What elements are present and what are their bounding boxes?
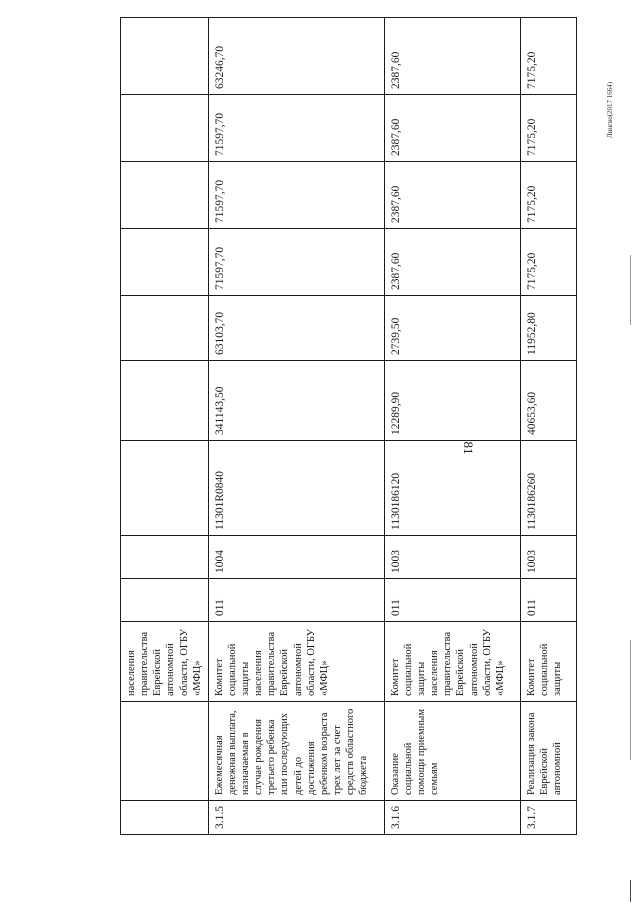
year-amount: 7175,20 [520,229,576,296]
rzpr-code: 1004 [208,536,384,579]
rzpr-code: 1003 [384,536,520,579]
year-amount: 71597,70 [208,229,384,296]
measure-name: Реализация закона Еврейской автономной [520,702,576,801]
executor: Комитет социальной защиты населения правительства Еврейской автономной области, ОГБУ «МФЦ» [384,622,520,702]
year-amount: 11952,80 [520,296,576,361]
row-id: 3.1.7 [520,801,576,835]
year-amount: 71597,70 [208,162,384,229]
year-amount: 63103,70 [208,296,384,361]
year-amount [121,95,209,162]
measure-name [121,702,209,801]
row-id: 3.1.6 [384,801,520,835]
total-amount: 12289,90 [384,361,520,441]
grbs-code [121,579,209,622]
year-amount [121,18,209,95]
year-amount: 7175,20 [520,95,576,162]
rzpr-code [121,536,209,579]
total-amount: 341143,50 [208,361,384,441]
table-row [208,18,384,835]
csr-code: 1130186120 [384,441,520,536]
year-amount: 2387,60 [384,162,520,229]
grbs-code: 011 [384,579,520,622]
year-amount: 63246,70 [208,18,384,95]
csr-code: 11301R0840 [208,441,384,536]
rotated-table-container [120,45,563,835]
scan-edge-mark [630,880,631,902]
scan-edge-mark [630,255,631,325]
executor: Комитет социальной защиты населения правительства Еврейской автономной области, ОГБУ «МФЦ» [208,622,384,702]
grbs-code: 011 [520,579,576,622]
year-amount [121,162,209,229]
table-row [384,18,520,835]
year-amount: 71597,70 [208,95,384,162]
year-amount: 7175,20 [520,162,576,229]
row-id: 3.1.5 [208,801,384,835]
measure-name: Ежемесячная денежная выплата, назначаемая в случае рождения третьего ребенка или последующих детей до достижения ребенком возраста трех лет за счет средств областного бюджета [208,702,384,801]
executor: Комитет социальной защиты [520,622,576,702]
total-amount [121,361,209,441]
year-amount [121,296,209,361]
year-amount: 2387,60 [384,18,520,95]
year-amount: 2387,60 [384,95,520,162]
budget-table [120,17,577,835]
page-number: 81 [461,441,476,455]
csr-code [121,441,209,536]
year-amount: 7175,20 [520,18,576,95]
row-id [121,801,209,835]
csr-code: 1130186260 [520,441,576,536]
rzpr-code: 1003 [520,536,576,579]
year-amount: 2387,60 [384,229,520,296]
table-row [121,18,209,835]
year-amount: 2739,50 [384,296,520,361]
year-amount [121,229,209,296]
executor: населения правительства Еврейской автономной области, ОГБУ «МФЦ» [121,622,209,702]
scan-edge-mark [630,640,631,760]
total-amount: 40653,60 [520,361,576,441]
measure-name: Оказание социальной помощи приемным семьям [384,702,520,801]
document-code: Лингво(2017 1664) [606,81,614,139]
grbs-code: 011 [208,579,384,622]
table-row [520,18,576,835]
